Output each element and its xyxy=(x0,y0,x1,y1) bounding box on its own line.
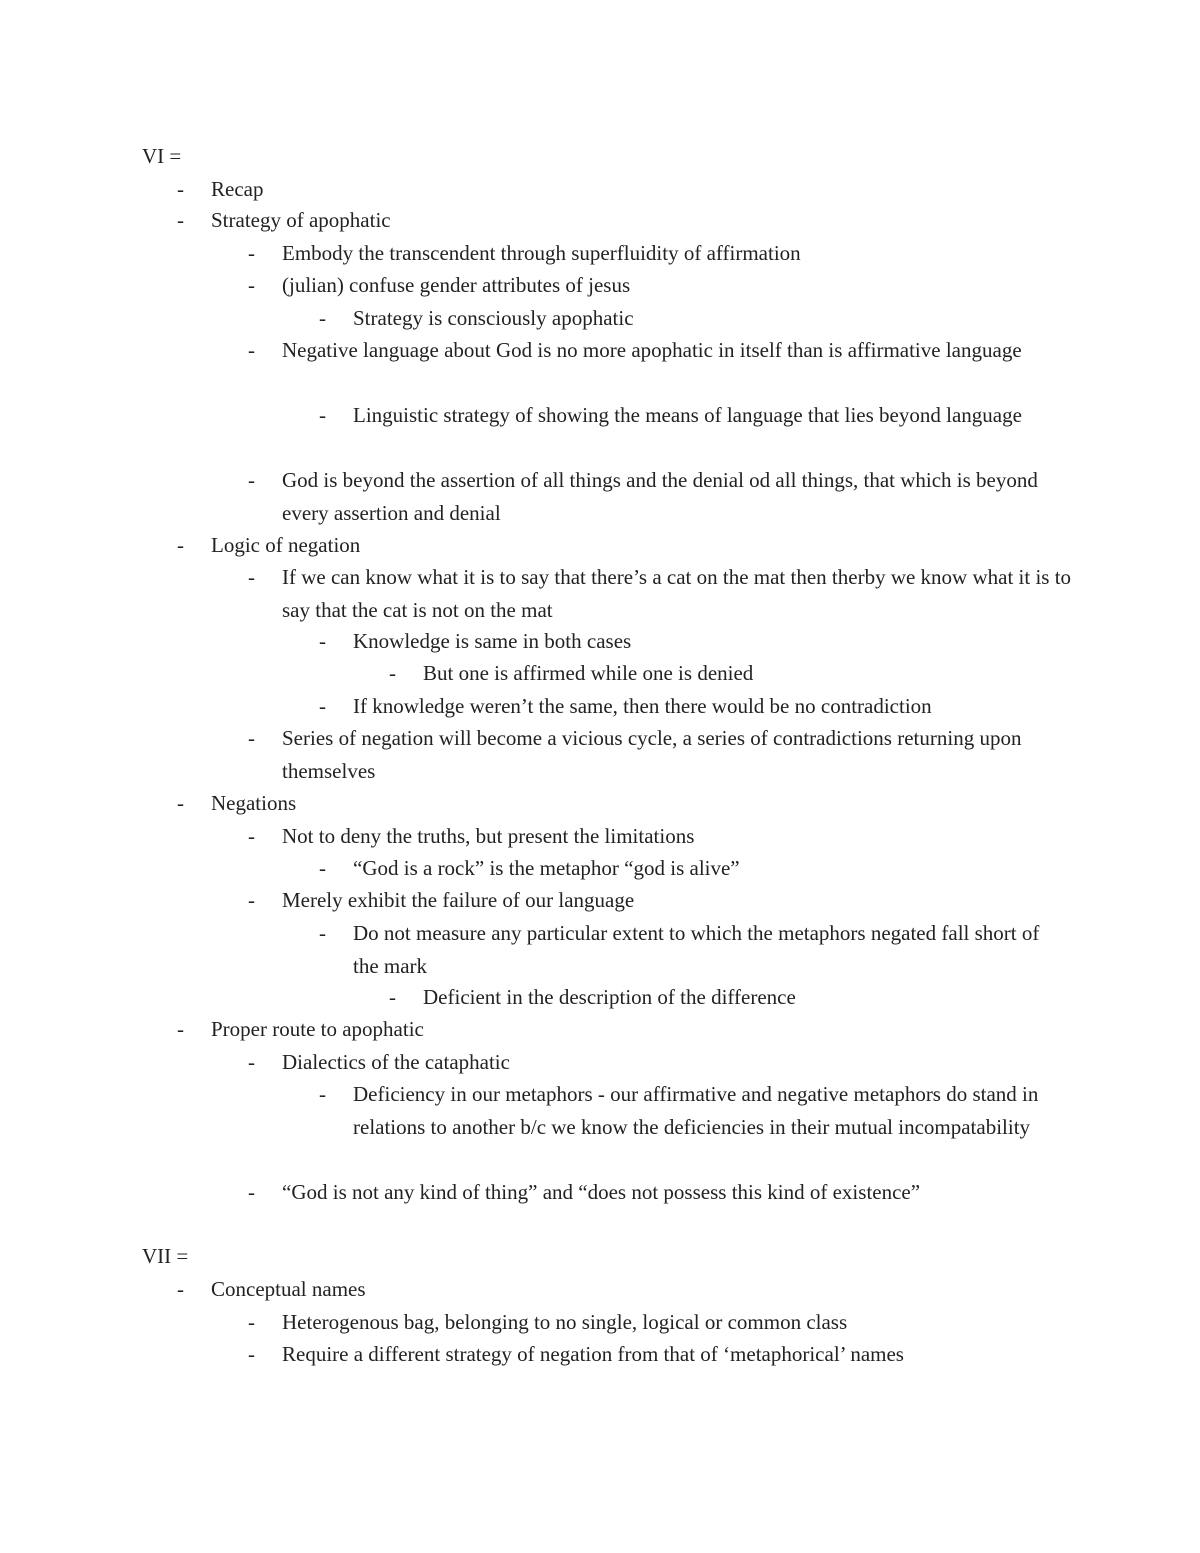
bullet-dash: - xyxy=(177,533,184,557)
bullet-dash: - xyxy=(389,985,396,1009)
list-item xyxy=(389,657,1063,690)
bullet-dash: - xyxy=(248,338,255,362)
bullet-dash: - xyxy=(248,565,255,589)
list-item xyxy=(248,820,1072,853)
bullet-dash: - xyxy=(319,1082,326,1106)
list-item xyxy=(248,464,1072,529)
list-item-text: But one is affirmed while one is denied xyxy=(423,661,754,685)
list-item xyxy=(248,237,1072,270)
list-item xyxy=(389,981,1063,1014)
list-item-text: Heterogenous bag, belonging to no single, logical or common class xyxy=(282,1310,848,1334)
bullet-dash: - xyxy=(248,1342,255,1366)
list-item-text: (julian) confuse gender attributes of jesus xyxy=(282,273,631,297)
list-item-text: Logic of negation xyxy=(211,533,361,557)
list-item-text: Embody the transcendent through superfluidity of affirmation xyxy=(282,241,801,265)
list-item-text: Deficiency in our metaphors - our affirmative and negative metaphors do stand in relations to another b/c we know the deficiencies in their mutual incompatability xyxy=(353,1082,1039,1139)
list-item-text: Negations xyxy=(211,791,297,815)
list-item xyxy=(319,917,1053,982)
bullet-dash: - xyxy=(319,921,326,945)
bullet-dash: - xyxy=(248,824,255,848)
list-item xyxy=(248,1176,1072,1209)
list-item-text: Proper route to apophatic xyxy=(211,1017,424,1041)
list-item xyxy=(248,884,1072,917)
list-item xyxy=(177,204,1071,237)
bullet-dash: - xyxy=(248,273,255,297)
bullet-dash: - xyxy=(177,1017,184,1041)
list-item xyxy=(177,1013,1071,1046)
list-item-text: Negative language about God is no more apophatic in itself than is affirmative language xyxy=(282,338,1022,362)
list-item-text: Dialectics of the cataphatic xyxy=(282,1050,510,1074)
list-item xyxy=(319,399,1053,432)
list-item-text: If knowledge weren’t the same, then there would be no contradiction xyxy=(353,694,932,718)
list-item xyxy=(248,334,1072,367)
list-item-text: Linguistic strategy of showing the means of language that lies beyond language xyxy=(353,403,1022,427)
bullet-dash: - xyxy=(319,694,326,718)
list-item-text: “God is not any kind of thing” and “does not possess this kind of existence” xyxy=(282,1180,921,1204)
list-item-text: If we can know what it is to say that there’s a cat on the mat then therby we know what it is to say that the cat is not on the mat xyxy=(282,565,1072,622)
bullet-dash: - xyxy=(248,468,255,492)
bullet-dash: - xyxy=(177,208,184,232)
list-item-text: Conceptual names xyxy=(211,1277,366,1301)
bullet-dash: - xyxy=(248,726,255,750)
bullet-dash: - xyxy=(248,1310,255,1334)
bullet-dash: - xyxy=(319,856,326,880)
list-item-text: Not to deny the truths, but present the limitations xyxy=(282,824,695,848)
list-item-text: Knowledge is same in both cases xyxy=(353,629,632,653)
section-heading-vii: VII = xyxy=(142,1244,189,1268)
list-item-text: Do not measure any particular extent to which the metaphors negated fall short of the mark xyxy=(353,921,1040,978)
list-item-text: Merely exhibit the failure of our language xyxy=(282,888,635,912)
list-item-text: Deficient in the description of the difference xyxy=(423,985,796,1009)
section-heading-vi: VI = xyxy=(142,144,182,168)
list-item-text: Strategy of apophatic xyxy=(211,208,391,232)
bullet-dash: - xyxy=(177,1277,184,1301)
bullet-dash: - xyxy=(248,1180,255,1204)
list-item xyxy=(248,1338,1072,1371)
list-item xyxy=(248,722,1072,787)
bullet-dash: - xyxy=(177,791,184,815)
bullet-dash: - xyxy=(319,403,326,427)
list-item xyxy=(319,302,1053,335)
bullet-dash: - xyxy=(248,888,255,912)
list-item xyxy=(319,1078,1053,1143)
list-item xyxy=(177,787,1071,820)
list-item xyxy=(319,625,1053,658)
list-item xyxy=(248,561,1072,626)
list-item-text: “God is a rock” is the metaphor “god is alive” xyxy=(353,856,740,880)
list-item xyxy=(177,1273,1071,1306)
list-item xyxy=(319,852,1053,885)
list-item-text: God is beyond the assertion of all things and the denial od all things, that which is beyond every assertion and denial xyxy=(282,468,1038,525)
list-item xyxy=(177,529,1071,562)
bullet-dash: - xyxy=(319,306,326,330)
list-item-text: Recap xyxy=(211,177,264,201)
bullet-dash: - xyxy=(248,241,255,265)
list-item-text: Strategy is consciously apophatic xyxy=(353,306,634,330)
list-item-text: Require a different strategy of negation from that of ‘metaphorical’ names xyxy=(282,1342,904,1366)
bullet-dash: - xyxy=(319,629,326,653)
bullet-dash: - xyxy=(389,661,396,685)
bullet-dash: - xyxy=(248,1050,255,1074)
list-item xyxy=(248,1306,1072,1339)
list-item xyxy=(248,269,1072,302)
list-item-text: Series of negation will become a vicious cycle, a series of contradictions returning upon themselves xyxy=(282,726,1022,783)
bullet-dash: - xyxy=(177,177,184,201)
list-item xyxy=(248,1046,1072,1079)
list-item xyxy=(319,690,1053,723)
list-item xyxy=(177,173,1071,206)
